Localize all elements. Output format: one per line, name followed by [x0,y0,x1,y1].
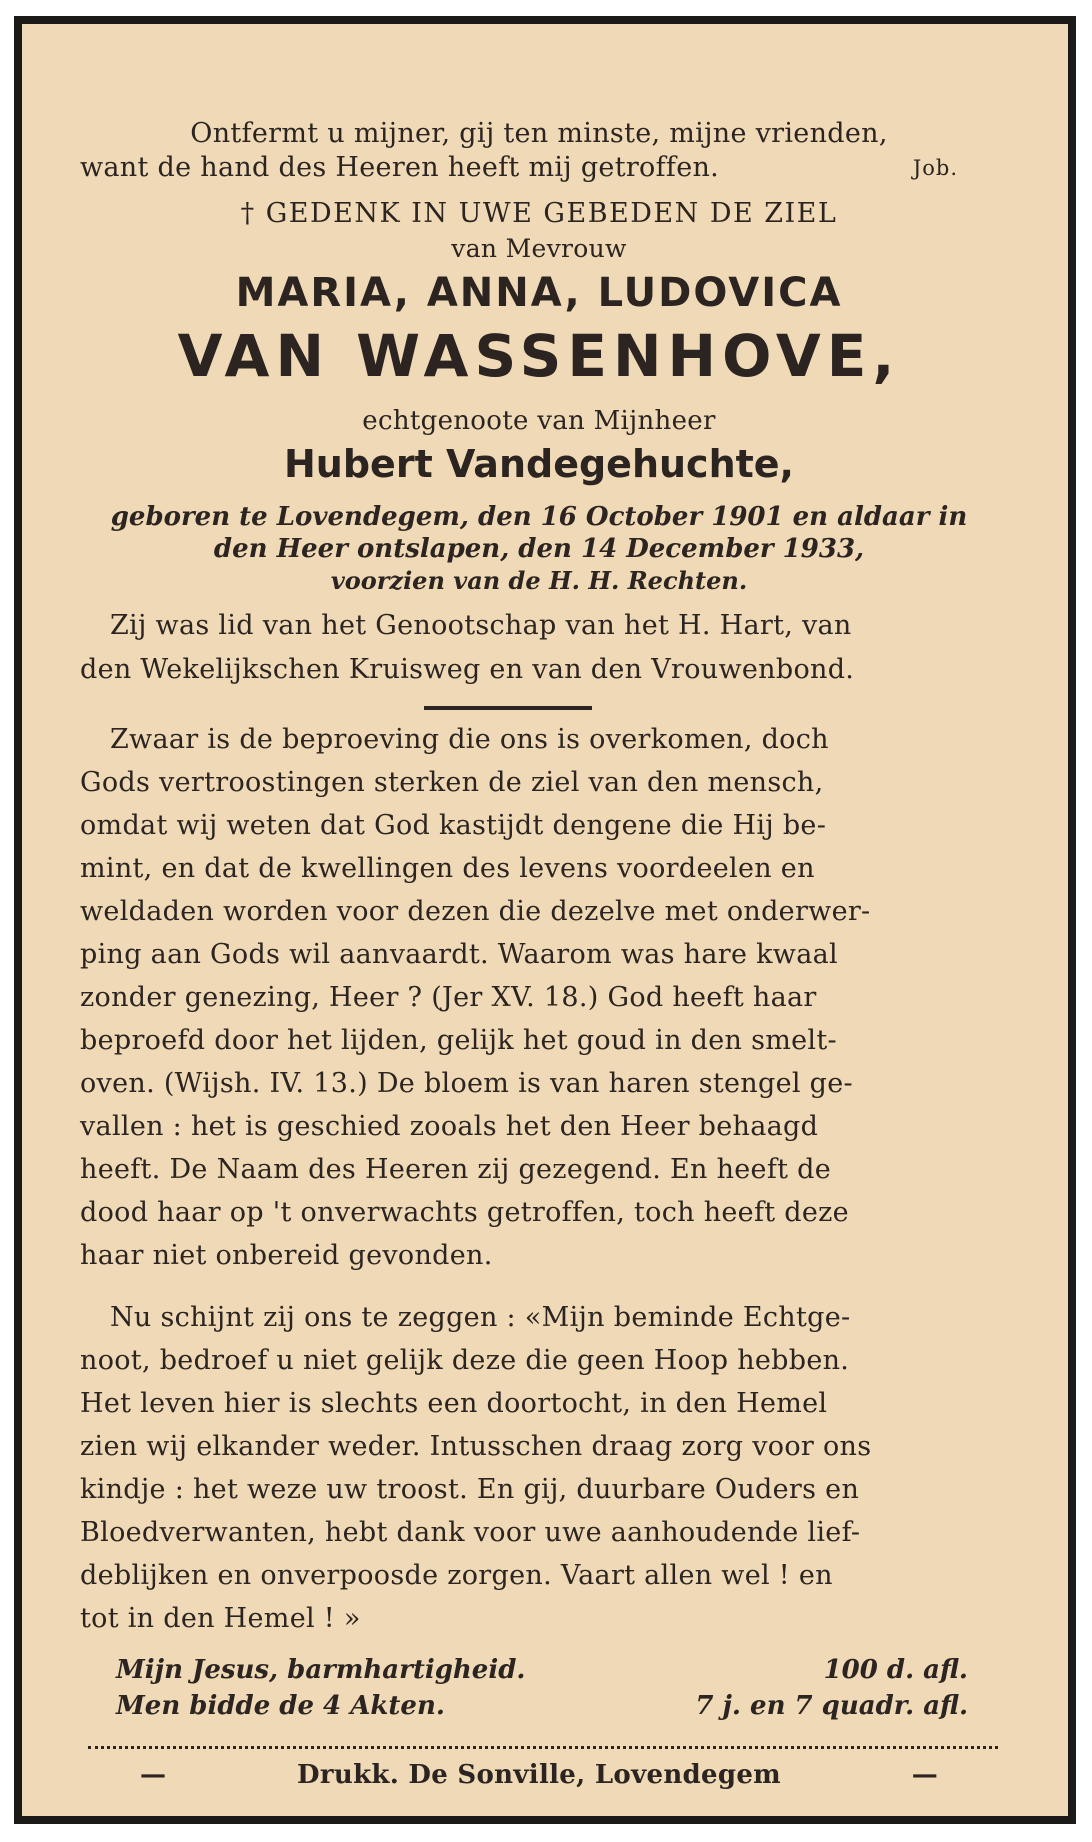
printer-line [140,1760,938,1790]
prayer-indulgence: 100 d. afl. [823,1655,968,1685]
memorial-card [14,16,1076,1824]
epigraph-source: Job. [912,156,958,180]
spouse-label: echtgenoote van Mijnheer [362,406,716,436]
printer-dash-left: — [140,1760,167,1790]
spouse-name: Hubert Vandegehuchte, [284,442,794,486]
dotted-divider [88,1746,998,1749]
prayer-text: Men bidde de 4 Akten. [116,1691,445,1721]
dates-line-2: den Heer ontslapen, den 14 December 1933, [213,534,865,564]
membership-line-2: den Wekelijkschen Kruisweg en van den Vrouwenbond. [80,654,855,685]
dates-line-3: voorzien van de H. H. Rechten. [330,566,748,595]
paragraph2-line: Nu schijnt zij ons te zeggen : «Mijn beminde Echtge- [110,1302,851,1333]
prayer-indulgence: 7 j. en 7 quadr. afl. [695,1691,968,1721]
paragraph1-line: Zwaar is de beproeving die ons is overkomen, doch [110,724,829,755]
paragraph2-line: noot, bedroef u niet gelijk deze die geen Hoop hebben. [80,1345,850,1376]
paragraph1-line: dood haar op 't onverwachts getroffen, toch heeft deze [80,1197,849,1228]
printer-dash-right: — [911,1760,938,1790]
epigraph-text: want de hand des Heeren heeft mij getroffen. [80,152,720,183]
paragraph2-line: deblijken en onverpoosde zorgen. Vaart allen wel ! en [80,1560,833,1591]
epigraph-line-2 [80,152,958,183]
paragraph2-line: kindje : het weze uw troost. En gij, duurbare Ouders en [80,1474,860,1505]
paragraph1-line: mint, en dat de kwellingen des levens voordeelen en [80,853,815,884]
paragraph1-line: haar niet onbereid gevonden. [80,1240,493,1271]
prayer-row-2 [116,1691,968,1721]
paragraph2-line: Bloedverwanten, hebt dank voor uwe aanhoudende lief- [80,1517,861,1548]
paragraph1-line: beproefd door het lijden, gelijk het goud in den smelt- [80,1025,837,1056]
deceased-given-names: MARIA, ANNA, LUDOVICA [235,270,843,316]
membership-line-1: Zij was lid van het Genootschap van het H. Hart, van [110,610,852,641]
paragraph1-line: weldaden worden voor dezen die dezelve met onderwer- [80,896,871,927]
paragraph1-line: ping aan Gods wil aanvaardt. Waarom was hare kwaal [80,939,838,970]
prayer-text: Mijn Jesus, barmhartigheid. [116,1655,526,1685]
paragraph1-line: zonder genezing, Heer ? (Jer XV. 18.) God heeft haar [80,982,817,1013]
paragraph1-line: Gods vertroostingen sterken de ziel van den mensch, [80,767,824,798]
prayer-row-1 [116,1655,968,1685]
paragraph1-line: vallen : het is geschied zooals het den Heer behaagd [80,1111,819,1142]
paragraph2-line: Het leven hier is slechts een doortocht, in den Hemel [80,1388,828,1419]
intro-van-mevrouw: van Mevrouw [451,234,627,263]
paragraph2-line: zien wij elkander weder. Intusschen draag zorg voor ons [80,1431,872,1462]
intro-line: † GEDENK IN UWE GEBEDEN DE ZIEL [240,198,838,229]
paragraph1-line: omdat wij weten dat God kastijdt dengene die Hij be- [80,810,827,841]
paragraph1-line: heeft. De Naam des Heeren zij gezegend. En heeft de [80,1154,832,1185]
printer-name: Drukk. De Sonville, Lovendegem [297,1760,781,1790]
paragraph1-line: oven. (Wijsh. IV. 13.) De bloem is van haren stengel ge- [80,1068,853,1099]
epigraph-line-1: Ontfermt u mijner, gij ten minste, mijne vrienden, [190,118,888,149]
dates-line-1: geboren te Lovendegem, den 16 October 1901 en aldaar in [110,502,968,532]
deceased-surname: VAN WASSENHOVE, [177,322,901,390]
paragraph2-line: tot in den Hemel ! » [80,1603,361,1634]
section-divider [424,706,592,710]
